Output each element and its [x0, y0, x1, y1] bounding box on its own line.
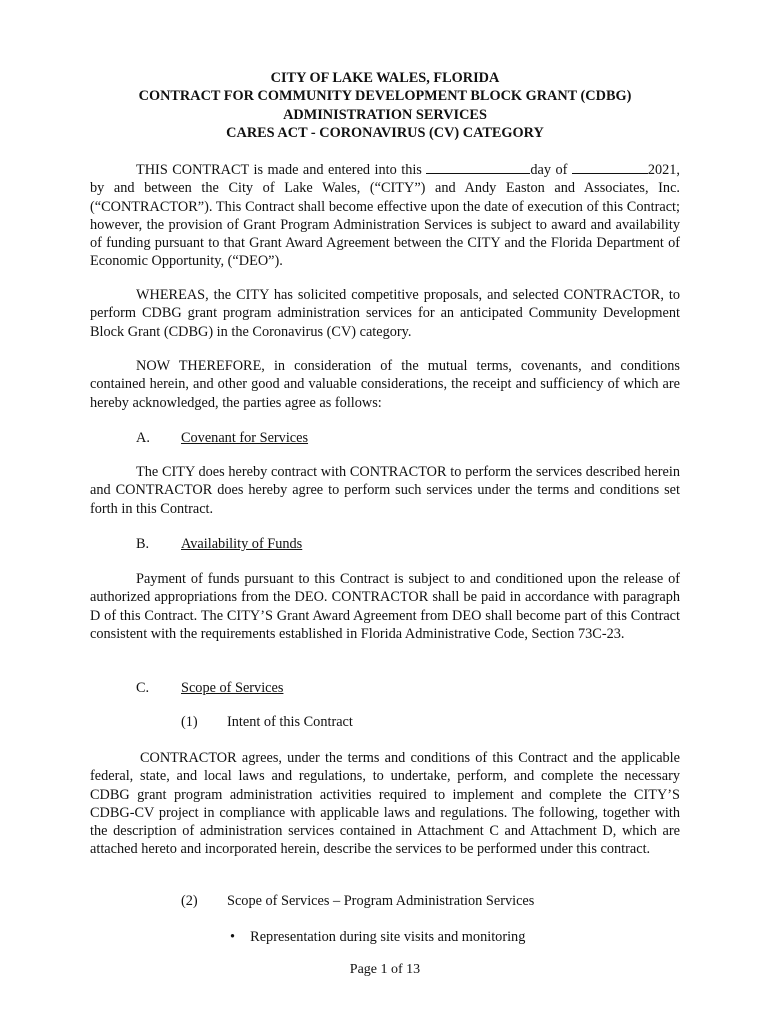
bullet-dot-icon: •	[230, 929, 236, 945]
subsection-2-number: (2)	[181, 893, 198, 909]
intro-paragraph	[90, 160, 680, 271]
section-c-title: Scope of Services	[181, 680, 284, 696]
whereas-paragraph	[90, 286, 680, 341]
date-month-blank	[572, 160, 648, 174]
section-b-text: Payment of funds pursuant to this Contract is subject to and conditioned upon the release of authorized appropriations from the DEO. CONTRACTOR shall be paid in accordance with paragraph D of this Contract. The CITY’S Grant Award Agreement from DEO shall become part of this Contract consistent with the requirements established in Florida Administrative Code, Section 73C-23.	[90, 571, 680, 642]
intro-part-1: THIS CONTRACT is made and entered into this	[136, 162, 422, 178]
section-b-body	[90, 570, 680, 643]
section-a-body	[90, 463, 680, 518]
subsection-1-number: (1)	[181, 714, 198, 730]
whereas-text: WHEREAS, the CITY has solicited competitive proposals, and selected CONTRACTOR, to perform CDBG grant program administration services for an anticipated Community Development Block Grant (CDBG) in the Coronavirus (CV) category.	[90, 287, 680, 340]
now-therefore-text: NOW THEREFORE, in consideration of the mutual terms, covenants, and conditions contained herein, and other good and valuable considerations, the receipt and sufficiency of which are hereby acknowledged, the parties agree as follows:	[90, 358, 680, 411]
section-c-letter: C.	[136, 680, 150, 696]
intro-part-2: day of	[530, 162, 568, 178]
bullet-text: Representation during site visits and monitoring	[250, 929, 526, 945]
title-line-1: CITY OF LAKE WALES, FLORIDA	[270, 70, 500, 86]
now-therefore-paragraph	[90, 357, 680, 412]
intro-part-3: 2021, by and between the City of Lake Wales, (“CITY”) and Andy Easton and Associates, Inc. (“CONTRACTOR”). This Contract shall become effective upon the date of execution of this Contract; however, the provision of Grant Program Administration Services is subject to award and availability of funding pursuant to that Grant Award Agreement between the CITY and the Florida Department of Economic Opportunity, (“DEO”).	[90, 162, 680, 270]
document-title	[0, 69, 770, 142]
title-line-2: CONTRACT FOR COMMUNITY DEVELOPMENT BLOCK GRANT (CDBG)	[138, 88, 632, 105]
section-b-letter: B.	[136, 536, 150, 552]
section-a-text: The CITY does hereby contract with CONTRACTOR to perform the services described herein and CONTRACTOR does hereby agree to perform such services under the terms and conditions set forth in this Contract.	[90, 464, 680, 517]
subsection-1-text: CONTRACTOR agrees, under the terms and conditions of this Contract and the applicable federal, state, and local laws and regulations, to undertake, perform, and complete the necessary CDBG grant program administration activities required to implement and complete the CITY’S CDBG-CV project in compliance with applicable laws and regulations. The following, together with the description of administration services contained in Attachment C and Attachment D, which are attached hereto and incorporated herein, describe the services to be performed under this contract.	[90, 750, 680, 858]
section-a-letter: A.	[136, 430, 150, 446]
subsection-2-title: Scope of Services – Program Administration Services	[227, 893, 535, 909]
section-a-title: Covenant for Services	[181, 430, 309, 446]
page-number: Page 1 of 13	[349, 962, 421, 977]
title-line-3: ADMINISTRATION SERVICES	[283, 106, 487, 123]
subsection-1-title: Intent of this Contract	[227, 714, 353, 730]
subsection-1-body	[90, 749, 680, 859]
bullet-item	[230, 929, 525, 946]
date-day-blank	[426, 160, 530, 174]
title-line-4: CARES ACT - CORONAVIRUS (CV) CATEGORY	[226, 124, 544, 141]
section-b-title: Availability of Funds	[181, 536, 303, 552]
